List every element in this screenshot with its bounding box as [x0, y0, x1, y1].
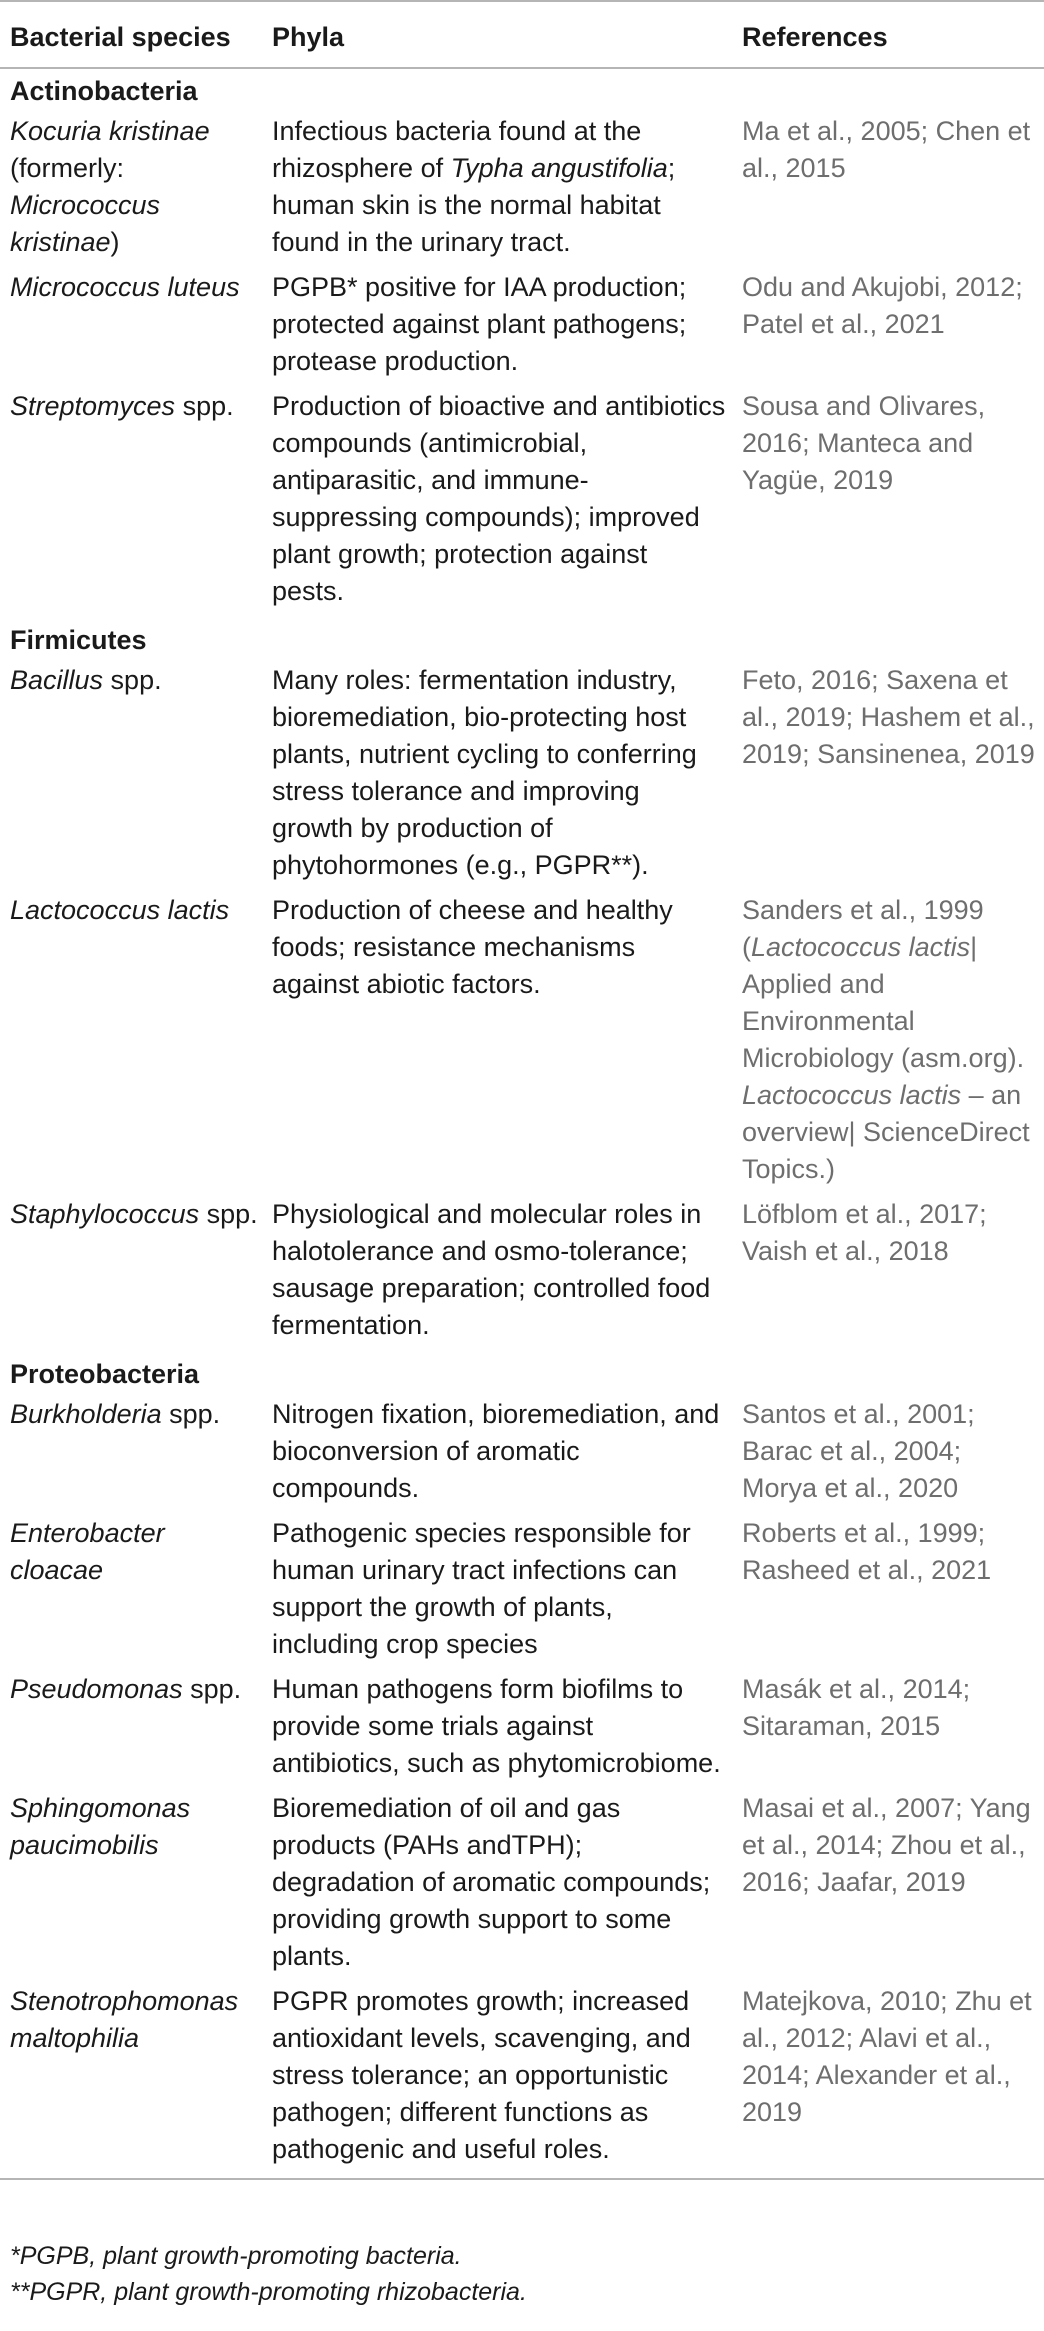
- species-cell: [0, 1515, 262, 1671]
- references-cell: [732, 1196, 1044, 1352]
- references-cell: [732, 1983, 1044, 2179]
- species-cell: [0, 113, 262, 269]
- header-phyla: Phyla: [262, 1, 732, 68]
- text-run: Odu and Akujobi, 2012; Patel et al., 2021: [742, 272, 1023, 339]
- references-cell: [732, 1515, 1044, 1671]
- table-body: [0, 68, 1044, 2179]
- text-run: Masák et al., 2014; Sitaraman, 2015: [742, 1674, 971, 1741]
- text-run: Lactococcus lactis: [10, 895, 230, 925]
- text-run: Staphylococcus: [10, 1199, 200, 1229]
- species-cell: [0, 1790, 262, 1983]
- table-row: [0, 1515, 1044, 1671]
- footnote-pgpb: *PGPB, plant growth-promoting bacteria.: [10, 2242, 462, 2270]
- phyla-description-cell: [262, 388, 732, 618]
- phyla-description-cell: [262, 1983, 732, 2179]
- group-heading: Firmicutes: [10, 625, 147, 655]
- references-cell: [732, 892, 1044, 1196]
- text-run: Löfblom et al., 2017; Vaish et al., 2018: [742, 1199, 987, 1266]
- text-run: Kocuria kristinae: [10, 116, 210, 146]
- species-cell: [0, 388, 262, 618]
- text-run: Physiological and molecular roles in halotolerance and osmo-tolerance; sausage preparation; controlled food fermentation.: [272, 1199, 711, 1340]
- text-run: Infectious bacteria found at the rhizosphere of: [272, 116, 642, 183]
- header-row: [0, 1, 1044, 68]
- text-run: Pathogenic species responsible for human urinary tract infections can support the growth of plants, including crop species: [272, 1518, 691, 1659]
- text-run: – an overview| ScienceDirect Topics.): [742, 1080, 1030, 1184]
- text-run: spp.: [103, 665, 162, 695]
- text-run: Pseudomonas: [10, 1674, 183, 1704]
- text-run: Stenotrophomonas maltophilia: [10, 1986, 239, 2053]
- references-cell: [732, 113, 1044, 269]
- text-run: Typha angustifolia: [450, 153, 668, 183]
- table-row: [0, 1196, 1044, 1352]
- species-cell: [0, 892, 262, 1196]
- text-run: PGPR promotes growth; increased antioxidant levels, scavenging, and stress tolerance; an opportunistic pathogen; different functions as pathogenic and useful roles.: [272, 1986, 691, 2164]
- text-run: Santos et al., 2001; Barac et al., 2004; Morya et al., 2020: [742, 1399, 975, 1503]
- header-species: Bacterial species: [0, 1, 262, 68]
- text-run: Production of bioactive and antibiotics compounds (antimicrobial, antiparasitic, and immune-suppressing compounds); improved plant growth; protection against pests.: [272, 391, 726, 606]
- table-row: [0, 388, 1044, 618]
- text-run: PGPB* positive for IAA production; protected against plant pathogens; protease production.: [272, 272, 687, 376]
- species-cell: [0, 1196, 262, 1352]
- group-heading: Proteobacteria: [10, 1359, 200, 1389]
- table-header: [0, 1, 1044, 68]
- group-row: [0, 618, 1044, 662]
- text-run: spp.: [199, 1199, 258, 1229]
- text-run: Matejkova, 2010; Zhu et al., 2012; Alavi et al., 2014; Alexander et al., 2019: [742, 1986, 1032, 2127]
- species-cell: [0, 1983, 262, 2179]
- text-run: Burkholderia: [10, 1399, 162, 1429]
- text-run: Enterobacter cloacae: [10, 1518, 165, 1585]
- table-row: [0, 1983, 1044, 2179]
- text-run: ): [110, 227, 120, 257]
- text-run: Many roles: fermentation industry, bioremediation, bio-protecting host plants, nutrient cycling to conferring stress tolerance and improving growth by production of phytohormones (e.g., PGPR**).: [272, 665, 697, 880]
- text-run: spp.: [182, 1674, 242, 1704]
- footnotes: [10, 2238, 527, 2310]
- phyla-description-cell: [262, 1671, 732, 1790]
- text-run: Streptomyces: [10, 391, 176, 421]
- table-row: [0, 892, 1044, 1196]
- text-run: Roberts et al., 1999; Rasheed et al., 2021: [742, 1518, 992, 1585]
- references-cell: [732, 1396, 1044, 1515]
- text-run: Human pathogens form biofilms to provide some trials against antibiotics, such as phytomicrobiome.: [272, 1674, 721, 1778]
- group-heading: Actinobacteria: [10, 76, 198, 106]
- text-run: Bacillus: [10, 665, 104, 695]
- table-row: [0, 1671, 1044, 1790]
- text-run: spp.: [175, 391, 234, 421]
- text-run: Feto, 2016; Saxena et al., 2019; Hashem et al., 2019; Sansinenea, 2019: [742, 665, 1035, 769]
- table-row: [0, 113, 1044, 269]
- phyla-description-cell: [262, 1515, 732, 1671]
- text-run: Ma et al., 2005; Chen et al., 2015: [742, 116, 1031, 183]
- species-cell: [0, 1396, 262, 1515]
- text-run: Micrococcus luteus: [10, 272, 240, 302]
- header-references: References: [732, 1, 1044, 68]
- phyla-description-cell: [262, 892, 732, 1196]
- text-run: ; human skin is the normal habitat found in the urinary tract.: [272, 153, 676, 257]
- text-run: spp.: [161, 1399, 221, 1429]
- species-cell: [0, 662, 262, 892]
- text-run: (formerly:: [10, 153, 124, 183]
- text-run: Lactococcus lactis: [742, 1080, 962, 1110]
- references-cell: [732, 662, 1044, 892]
- table-row: [0, 1396, 1044, 1515]
- species-cell: [0, 1671, 262, 1790]
- text-run: Production of cheese and healthy foods; resistance mechanisms against abiotic factors.: [272, 895, 673, 999]
- group-row: [0, 1352, 1044, 1396]
- references-cell: [732, 1671, 1044, 1790]
- phyla-description-cell: [262, 1790, 732, 1983]
- table-row: [0, 1790, 1044, 1983]
- phyla-description-cell: [262, 1396, 732, 1515]
- group-row: [0, 68, 1044, 113]
- text-run: Bioremediation of oil and gas products (PAHs andTPH); degradation of aromatic compounds; providing growth support to some plants.: [272, 1793, 711, 1971]
- references-cell: [732, 388, 1044, 618]
- text-run: Micrococcus kristinae: [10, 190, 161, 257]
- phyla-description-cell: [262, 1196, 732, 1352]
- references-cell: [732, 269, 1044, 388]
- table-row: [0, 662, 1044, 892]
- footnote-pgpr: **PGPR, plant growth-promoting rhizobacteria.: [10, 2278, 527, 2306]
- text-run: Nitrogen fixation, bioremediation, and bioconversion of aromatic compounds.: [272, 1399, 720, 1503]
- text-run: Sphingomonas paucimobilis: [10, 1793, 191, 1860]
- text-run: Lactococcus lactis: [751, 932, 971, 962]
- table-row: [0, 269, 1044, 388]
- phyla-description-cell: [262, 269, 732, 388]
- text-run: Masai et al., 2007; Yang et al., 2014; Zhou et al., 2016; Jaafar, 2019: [742, 1793, 1031, 1897]
- references-cell: [732, 1790, 1044, 1983]
- species-cell: [0, 269, 262, 388]
- phyla-description-cell: [262, 113, 732, 269]
- text-run: Sanders et al., 1999 (: [742, 895, 984, 962]
- phyla-description-cell: [262, 662, 732, 892]
- text-run: Sousa and Olivares, 2016; Manteca and Yagüe, 2019: [742, 391, 986, 495]
- text-run: | Applied and Environmental Microbiology (asm.org).: [742, 932, 1025, 1073]
